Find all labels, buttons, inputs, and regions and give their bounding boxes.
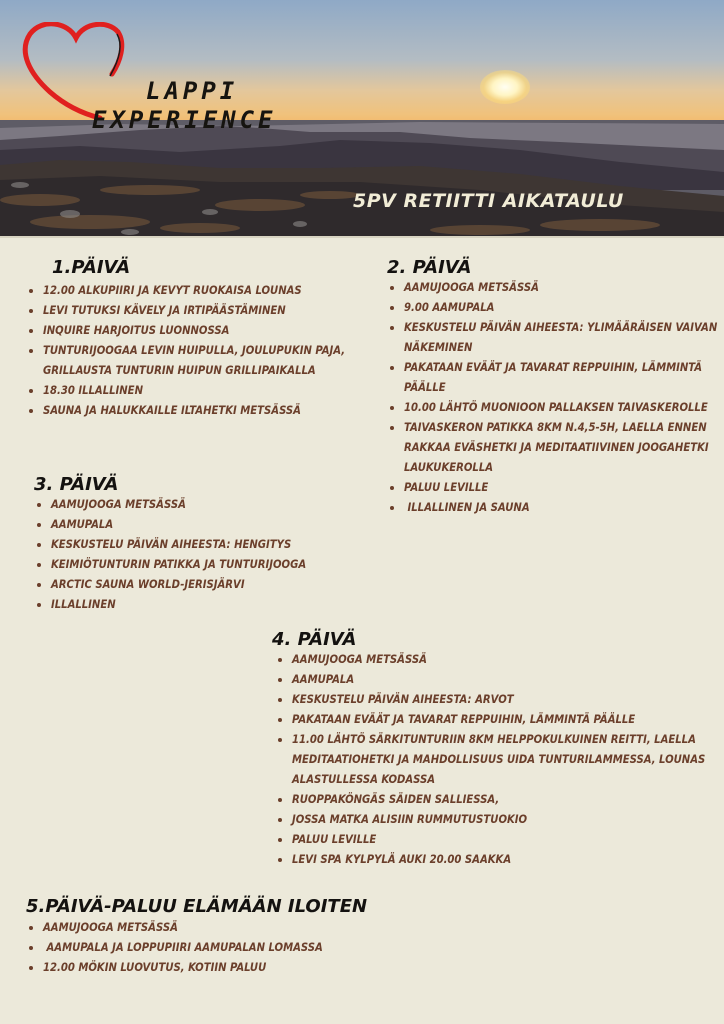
bullet-icon — [278, 738, 282, 742]
bullet-icon — [390, 306, 394, 310]
list-item — [26, 958, 426, 978]
list-item — [387, 418, 719, 478]
list-item — [275, 730, 718, 790]
day-3-list — [34, 495, 354, 615]
day-2-title: 2. PÄIVÄ — [387, 257, 472, 278]
bullet-icon — [278, 798, 282, 802]
bullet-icon — [390, 506, 394, 510]
list-item — [387, 358, 719, 398]
bullet-icon — [278, 678, 282, 682]
brand-logo — [22, 22, 282, 132]
list-item-text: JOSSA MATKA ALISIIN RUMMUTUSTUOKIO — [292, 813, 528, 826]
list-item — [275, 830, 718, 850]
list-item-text: KESKUSTELU PÄIVÄN AIHEESTA: ARVOT — [292, 693, 514, 706]
list-item — [26, 321, 366, 341]
day-4-title: 4. PÄIVÄ — [272, 629, 357, 650]
list-item-text: 9.00 AAMUPALA — [404, 301, 495, 314]
bullet-icon — [278, 818, 282, 822]
list-item-text: AAMUPALA — [292, 673, 355, 686]
day-5-title: 5.PÄIVÄ-PALUU ELÄMÄÄN ILOITEN — [26, 896, 368, 917]
bullet-icon — [29, 329, 33, 333]
day-2-section — [387, 257, 719, 518]
list-item — [387, 278, 719, 298]
day-4-list — [272, 650, 718, 870]
bullet-icon — [390, 366, 394, 370]
day-4-section — [272, 629, 718, 870]
bullet-icon — [29, 289, 33, 293]
list-item-text: PAKATAAN EVÄÄT JA TAVARAT REPPUIHIN, LÄMMINTÄ PÄÄLLE — [404, 361, 703, 394]
bullet-icon — [278, 658, 282, 662]
list-item — [387, 318, 719, 358]
list-item — [34, 575, 354, 595]
day-3-section — [34, 474, 354, 615]
bullet-icon — [37, 563, 41, 567]
list-item — [26, 341, 366, 381]
list-item — [275, 810, 718, 830]
bullet-icon — [29, 349, 33, 353]
day-2-list — [387, 278, 719, 518]
bullet-icon — [29, 309, 33, 313]
bullet-icon — [278, 858, 282, 862]
bullet-icon — [37, 503, 41, 507]
day-1-title: 1.PÄIVÄ — [52, 257, 131, 278]
bullet-icon — [390, 286, 394, 290]
day-5-list — [26, 918, 426, 978]
list-item — [387, 398, 719, 418]
bullet-icon — [390, 426, 394, 430]
bullet-icon — [29, 926, 33, 930]
list-item-text: PALUU LEVILLE — [292, 833, 377, 846]
list-item-text: LEVI TUTUKSI KÄVELY JA IRTIPÄÄSTÄMINEN — [43, 304, 286, 317]
bullet-icon — [29, 389, 33, 393]
bullet-icon — [37, 603, 41, 607]
list-item — [26, 301, 366, 321]
list-item-text: KESKUSTELU PÄIVÄN AIHEESTA: HENGITYS — [51, 538, 292, 551]
list-item-text: ILLALLINEN — [51, 598, 116, 611]
bullet-icon — [278, 718, 282, 722]
bullet-icon — [278, 838, 282, 842]
bullet-icon — [29, 966, 33, 970]
list-item — [26, 918, 426, 938]
list-item-text: KESKUSTELU PÄIVÄN AIHEESTA: YLIMÄÄRÄISEN VAIVAN NÄKEMINEN — [404, 321, 718, 354]
bullet-icon — [390, 486, 394, 490]
list-item — [275, 850, 718, 870]
list-item-text: 11.00 LÄHTÖ SÄRKITUNTURIIN 8KM HELPPOKULKUINEN REITTI, LAELLA MEDITAATIOHETKI JA MAHDOLLISUUS UIDA TUNTURILAMMESSA, LOUNAS ALASTULLESSA KODASSA — [292, 733, 706, 786]
list-item-text: KEIMIÖTUNTURIN PATIKKA JA TUNTURIJOOGA — [51, 558, 307, 571]
list-item-text: AAMUPALA JA LOPPUPIIRI AAMUPALAN LOMASSA — [43, 941, 323, 954]
list-item-text: TAIVASKERON PATIKKA 8KM N.4,5-5H, LAELLA ENNEN RAKKAA EVÄSHETKI JA MEDITAATIIVINEN JOOGAHETKI LAUKUKEROLLA — [404, 421, 709, 474]
list-item-text: AAMUJOOGA METSÄSSÄ — [404, 281, 539, 294]
bullet-icon — [390, 326, 394, 330]
list-item — [26, 938, 426, 958]
list-item-text: LEVI SPA KYLPYLÄ AUKI 20.00 SAAKKA — [292, 853, 512, 866]
bullet-icon — [29, 946, 33, 950]
list-item-text: 12.00 ALKUPIIRI JA KEVYT RUOKAISA LOUNAS — [43, 284, 302, 297]
list-item — [26, 401, 366, 421]
list-item-text: INQUIRE HARJOITUS LUONNOSSA — [43, 324, 230, 337]
list-item — [34, 595, 354, 615]
list-item — [275, 710, 718, 730]
list-item — [34, 535, 354, 555]
list-item-text: 18.30 ILLALLINEN — [43, 384, 143, 397]
bullet-icon — [37, 583, 41, 587]
bullet-icon — [37, 523, 41, 527]
list-item — [275, 790, 718, 810]
list-item-text: AAMUJOOGA METSÄSSÄ — [51, 498, 186, 511]
day-3-title: 3. PÄIVÄ — [34, 474, 119, 495]
list-item-text: PAKATAAN EVÄÄT JA TAVARAT REPPUIHIN, LÄMMINTÄ PÄÄLLE — [292, 713, 636, 726]
list-item-text: 10.00 LÄHTÖ MUONIOON PALLAKSEN TAIVASKEROLLE — [404, 401, 708, 414]
list-item — [387, 478, 719, 498]
list-item-text: ILLALLINEN JA SAUNA — [404, 501, 530, 514]
hero-banner — [0, 0, 724, 238]
list-item-text: TUNTURIJOOGAA LEVIN HUIPULLA, JOULUPUKIN PAJA, GRILLAUSTA TUNTURIN HUIPUN GRILLIPAIKALLA — [43, 344, 346, 377]
bullet-icon — [278, 698, 282, 702]
list-item — [34, 555, 354, 575]
list-item — [34, 495, 354, 515]
list-item — [275, 670, 718, 690]
list-item-text: SAUNA JA HALUKKAILLE ILTAHETKI METSÄSSÄ — [43, 404, 301, 417]
list-item-text: AAMUPALA — [51, 518, 114, 531]
list-item — [275, 650, 718, 670]
list-item-text: PALUU LEVILLE — [404, 481, 489, 494]
list-item — [275, 690, 718, 710]
day-5-section — [26, 896, 426, 978]
list-item-text: RUOPPAKÖNGÄS SÄIDEN SALLIESSA, — [292, 793, 500, 806]
logo-text-lappi: LAPPI — [146, 77, 239, 105]
day-1-list — [26, 281, 366, 421]
logo-text-experience: EXPERIENCE — [92, 106, 277, 134]
day-1-section — [26, 257, 366, 421]
list-item — [26, 281, 366, 301]
list-item-text: ARCTIC SAUNA WORLD-JERISJÄRVI — [51, 578, 245, 591]
list-item — [34, 515, 354, 535]
bullet-icon — [29, 409, 33, 413]
list-item — [26, 381, 366, 401]
list-item-text: 12.00 MÖKIN LUOVUTUS, KOTIIN PALUU — [43, 961, 267, 974]
list-item — [387, 498, 719, 518]
bullet-icon — [37, 543, 41, 547]
list-item — [387, 298, 719, 318]
list-item-text: AAMUJOOGA METSÄSSÄ — [43, 921, 178, 934]
list-item-text: AAMUJOOGA METSÄSSÄ — [292, 653, 427, 666]
page-title: 5PV RETIITTI AIKATAULU — [353, 190, 624, 212]
bullet-icon — [390, 406, 394, 410]
